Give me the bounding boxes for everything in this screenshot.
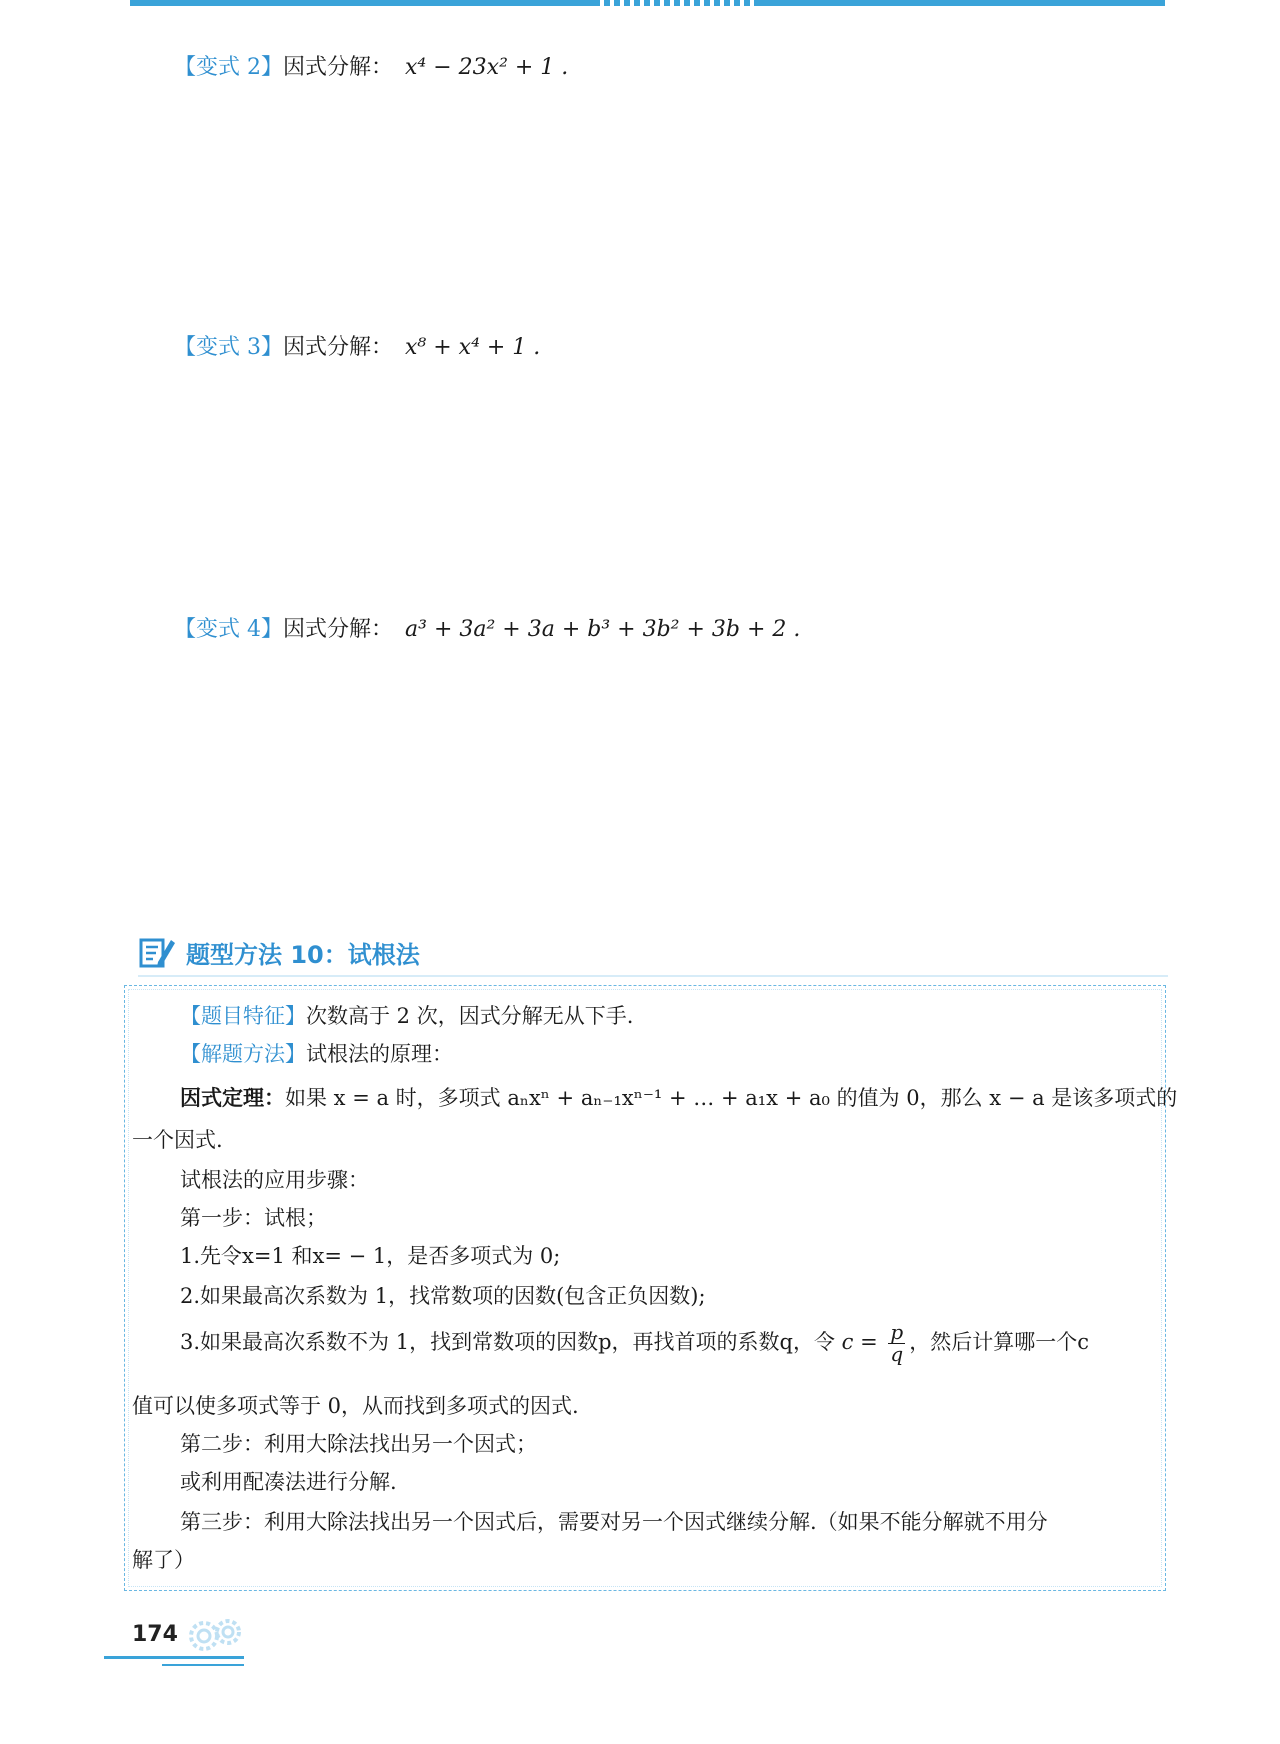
steps-intro [180, 1164, 369, 1194]
step-1-2 [180, 1280, 706, 1310]
variant-2 [174, 50, 568, 81]
step-2 [180, 1428, 537, 1458]
variant-4 [174, 612, 800, 643]
step-2-alt-text: 或利用配凑法进行分解. [180, 1470, 397, 1494]
feature-text: 次数高于 2 次，因式分解无从下手. [306, 1004, 634, 1028]
step-1-3 [180, 1322, 1089, 1365]
method-line [180, 1038, 453, 1068]
step-1-3-cont [132, 1390, 579, 1420]
variant-label: 因式分解： [283, 335, 394, 360]
gears-icon [186, 1612, 246, 1658]
fraction-denominator: q [890, 1342, 904, 1366]
method-tag: 【解题方法】 [180, 1042, 306, 1066]
variant-label: 因式分解： [283, 55, 394, 80]
step-2-text: 第二步：利用大除法找出另一个因式； [180, 1432, 537, 1456]
step-1-3-text-end: ，然后计算哪一个c [909, 1330, 1089, 1354]
variant-label: 因式分解： [283, 617, 394, 642]
page-number: 174 [132, 1622, 178, 1647]
variant-tag: 【变式 2】 [174, 55, 283, 80]
step-1-1 [180, 1240, 560, 1270]
feature-tag: 【题目特征】 [180, 1004, 306, 1028]
steps-intro-text: 试根法的应用步骤： [180, 1168, 369, 1192]
step-1 [180, 1202, 327, 1232]
method-text: 试根法的原理： [306, 1042, 453, 1066]
variant-expression: a³ + 3a² + 3a + b³ + 3b² + 3b + 2 . [405, 617, 801, 642]
step-3 [180, 1506, 1048, 1536]
step-1-3-cont-text: 值可以使多项式等于 0，从而找到多项式的因式. [132, 1394, 579, 1418]
step-3-text: 第三步：利用大除法找出另一个因式后，需要对另一个因式继续分解.（如果不能分解就不用分 [180, 1510, 1048, 1534]
c-equals: c = [841, 1330, 878, 1354]
header-hatch [600, 0, 760, 6]
theorem-line-cont [132, 1124, 223, 1154]
step-1-3-text: 3.如果最高次系数不为 1，找到常数项的因数p，再找首项的系数q，令 [180, 1330, 835, 1354]
variant-expression: x⁴ − 23x² + 1 . [405, 55, 569, 80]
section-divider [138, 975, 1168, 977]
variant-tag: 【变式 3】 [174, 335, 283, 360]
variant-expression: x⁸ + x⁴ + 1 . [405, 335, 541, 360]
step-1-1-text: 1.先令x=1 和x= − 1，是否多项式为 0; [180, 1244, 561, 1268]
theorem-label: 因式定理： [180, 1085, 285, 1110]
step-1-text: 第一步：试根； [180, 1206, 327, 1230]
theorem-text-cont: 一个因式. [132, 1128, 223, 1152]
section-title [138, 932, 420, 972]
variant-tag: 【变式 4】 [174, 617, 283, 642]
section-title-text: 题型方法 10：试根法 [186, 940, 420, 969]
step-1-2-text: 2.如果最高次系数为 1，找常数项的因数(包含正负因数); [180, 1284, 706, 1308]
fraction-numerator: p [890, 1320, 904, 1344]
feature-line [180, 1000, 633, 1030]
step-2-alt [180, 1466, 397, 1496]
step-3-cont [132, 1544, 195, 1574]
edit-note-icon [138, 934, 176, 970]
theorem-line [180, 1082, 1177, 1112]
variant-3 [174, 330, 540, 361]
step-3-cont-text: 解了） [132, 1548, 195, 1572]
top-header-bar [130, 0, 1165, 6]
footer-line-short [162, 1664, 244, 1666]
theorem-text: 如果 x = a 时，多项式 aₙxⁿ + aₙ₋₁xⁿ⁻¹ + … + a₁x + a₀ 的值为 0，那么 x − a 是该多项式的 [285, 1086, 1178, 1110]
p-over-q-fraction [888, 1322, 905, 1365]
footer-line [104, 1656, 244, 1659]
